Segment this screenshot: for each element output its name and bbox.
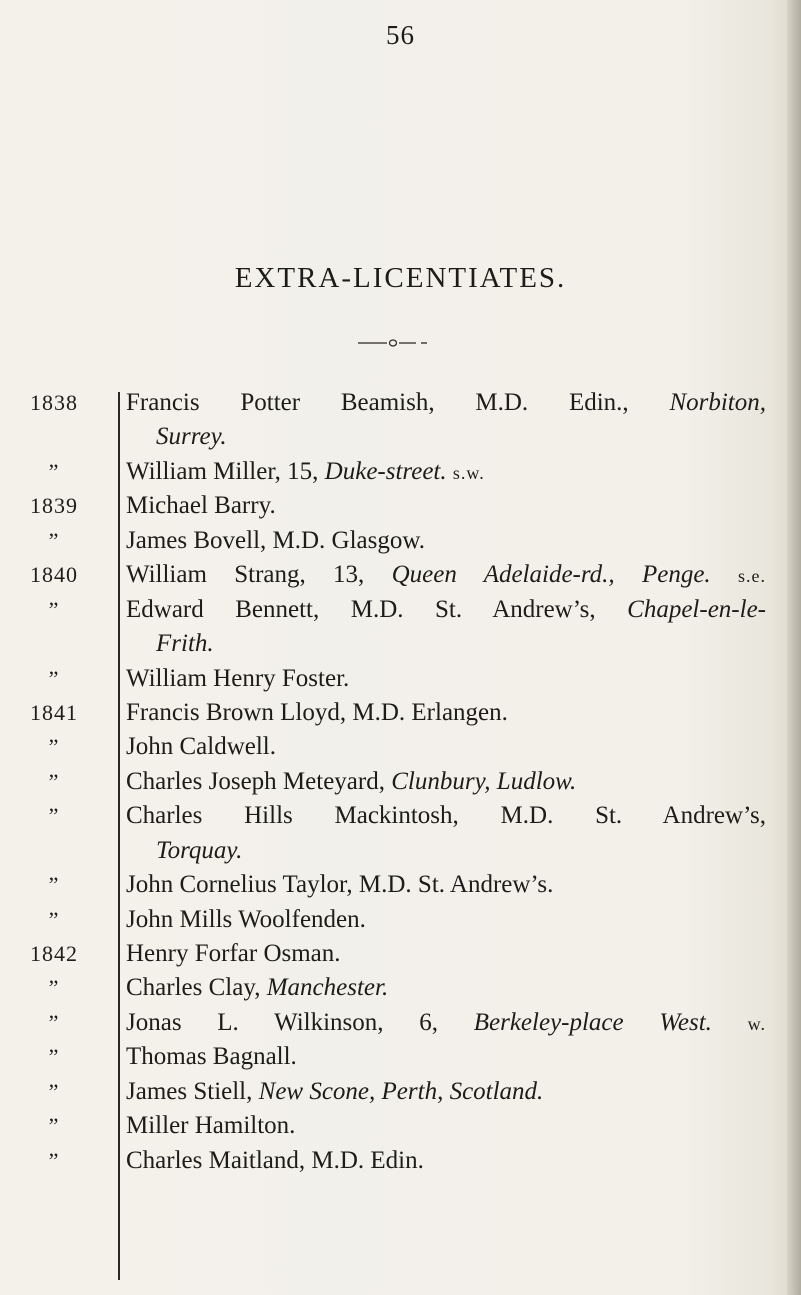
list-item [0,730,801,764]
page-number: 56 [386,20,415,50]
entry-text: Jonas L. Wilkinson, 6, Berkeley-place West. w. [126,1008,766,1036]
entry-year: 1840 [30,562,78,588]
list-item [0,765,801,799]
entry-year: ” [48,768,60,794]
list-item [0,1006,801,1040]
list-item [0,1109,801,1143]
entry-text: Charles Maitland, M.D. Edin. [126,1146,424,1174]
entry-text: John Caldwell. [126,733,276,761]
entry-year: ” [48,596,60,622]
list-item [0,420,801,454]
entry-text: Miller Hamilton. [126,1112,296,1140]
list-item [0,1144,801,1178]
entry-text: John Mills Woolfenden. [126,905,366,933]
entry-year: ” [48,872,60,898]
entry-text: Edward Bennett, M.D. St. Andrew’s, Chapel-en-le- [126,595,766,623]
entry-text: William Henry Foster. [126,664,350,692]
entry-text: Michael Barry. [126,492,276,520]
entry-text-continuation: Frith. [156,630,214,658]
entry-text: William Strang, 13, Queen Adelaide-rd., Penge. s.e. [126,561,766,589]
entry-year: ” [48,1009,60,1035]
entry-text: William Miller, 15, Duke-street. s.w. [126,457,485,485]
entry-year: ” [48,665,60,691]
list-item [0,868,801,902]
entry-text: Charles Joseph Meteyard, Clunbury, Ludlow. [126,767,577,795]
list-item [0,696,801,730]
entry-year: ” [48,1078,60,1104]
entry-text: Henry Forfar Osman. [126,940,341,967]
entries-list [0,386,801,1178]
list-item [0,455,801,489]
heading-ornament [350,338,440,348]
entry-text-continuation: Surrey. [156,423,227,451]
entry-year: 1841 [30,699,78,725]
entry-year: ” [48,975,60,1001]
list-item [0,1075,801,1109]
entry-text: James Bovell, M.D. Glasgow. [126,526,426,554]
entry-text: Charles Clay, Manchester. [126,974,389,1002]
entry-year: ” [48,734,60,760]
list-item [0,662,801,696]
entry-year: 1839 [30,493,78,519]
entry-text: Francis Brown Lloyd, M.D. Erlangen. [126,698,508,726]
list-item [0,524,801,558]
entry-text: John Cornelius Taylor, M.D. St. Andrew’s. [126,871,554,899]
entry-text: James Stiell, New Scone, Perth, Scotland. [126,1077,544,1105]
list-item [0,799,801,833]
list-item [0,903,801,937]
entry-text-continuation: Torquay. [156,836,243,864]
entry-year: ” [48,906,60,932]
entry-year: ” [48,1113,60,1139]
entry-year: 1838 [30,390,78,415]
entry-year: ” [48,527,60,553]
entry-year: ” [48,1147,60,1173]
entry-text: Charles Hills Mackintosh, M.D. St. Andrew’s, [126,802,766,830]
entry-year: 1842 [30,941,78,966]
entry-text: Francis Potter Beamish, M.D. Edin., Norbiton, [126,389,766,416]
list-item [0,937,801,971]
list-item [0,834,801,868]
list-item [0,386,801,420]
list-item [0,627,801,661]
list-item [0,489,801,523]
entry-year: ” [48,803,60,829]
list-item [0,593,801,627]
list-item [0,558,801,592]
entry-text: Thomas Bagnall. [126,1043,297,1071]
list-item [0,971,801,1005]
list-item [0,1040,801,1074]
entry-year: ” [48,458,60,484]
entry-year: ” [48,1044,60,1070]
section-heading: EXTRA-LICENTIATES. [234,262,567,294]
